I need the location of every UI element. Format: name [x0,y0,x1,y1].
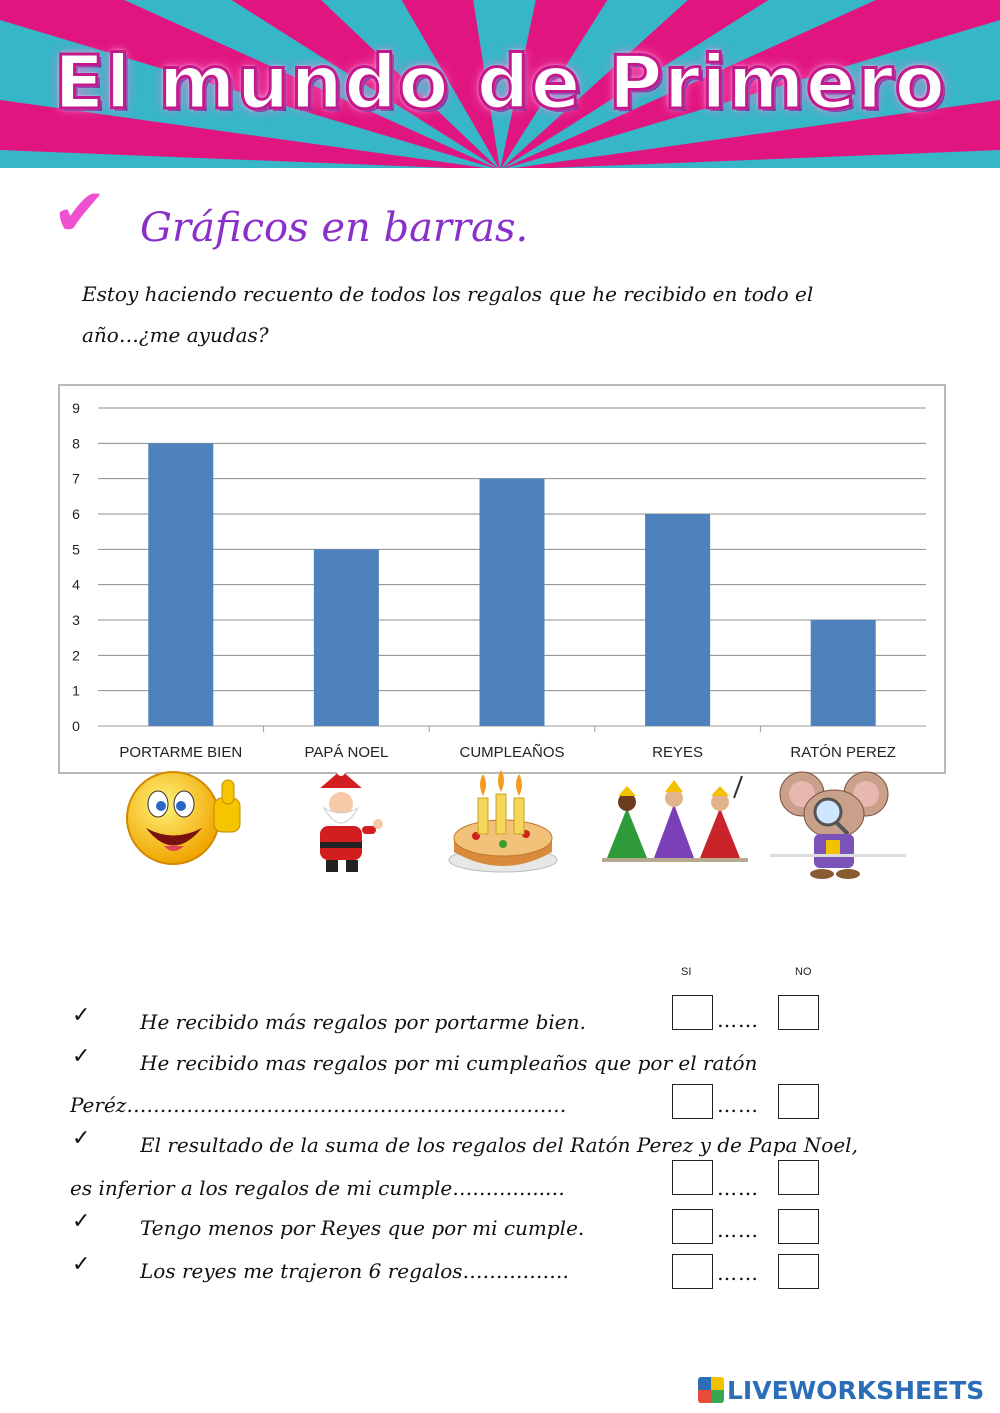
raton-perez-mouse-icon [770,768,910,886]
question-2-line-2: Peréz………………………………………………………… [70,1093,567,1117]
question-3-line-1: El resultado de la suma de los regalos del Ratón Perez y de Papa Noel, [140,1133,858,1157]
x-tick-label: RATÓN PEREZ [790,744,896,761]
y-tick-label: 7 [72,470,80,487]
bar [811,620,876,726]
question-2-si-checkbox[interactable] [672,1084,713,1119]
liveworksheets-logo-icon [698,1377,724,1403]
footer-brand [698,1376,984,1405]
question-4-si-checkbox[interactable] [672,1209,713,1244]
three-kings-icon [602,768,748,864]
question-2-no-checkbox[interactable] [778,1084,819,1119]
question-3-dots: …… [717,1176,759,1200]
section-title: Gráficos en barras. [140,205,529,251]
bar [480,479,545,726]
question-check-icon: ✓ [72,1252,91,1277]
x-tick-label: CUMPLEAÑOS [459,744,565,761]
question-4-dots: …… [717,1218,759,1242]
banner-title: El mundo de Primero [53,40,947,126]
question-5-no-checkbox[interactable] [778,1254,819,1289]
intro-line-2: año…¿me ayudas? [82,323,269,347]
y-tick-label: 5 [72,541,80,558]
question-1-text: He recibido más regalos por portarme bien. [140,1010,586,1034]
checkmark-icon: ✔ [52,174,108,251]
y-tick-label: 6 [72,506,80,522]
x-tick-label: REYES [652,744,704,761]
question-check-icon: ✓ [72,1209,91,1234]
y-tick-label: 8 [72,435,80,452]
y-tick-label: 9 [72,400,80,416]
y-tick-label: 1 [72,682,80,699]
question-check-icon: ✓ [72,1003,91,1028]
question-5-si-checkbox[interactable] [672,1254,713,1289]
question-3-si-checkbox[interactable] [672,1160,713,1195]
x-tick-label: PORTARME BIEN [119,744,243,761]
bar [645,514,710,726]
column-label-no: NO [795,966,812,978]
banner [0,0,1000,168]
question-1-no-checkbox[interactable] [778,995,819,1030]
y-tick-label: 4 [72,576,80,593]
question-1-dots: …… [717,1008,759,1032]
question-2-dots: …… [717,1093,759,1117]
footer-brand-text: LIVEWORKSHEETS [727,1376,985,1405]
y-tick-label: 3 [72,612,80,628]
intro-text [82,274,942,356]
santa-claus-icon [296,768,386,878]
bar-chart-svg [60,386,946,774]
birthday-cake-icon [446,768,561,878]
column-label-si: SI [681,966,692,978]
question-4-no-checkbox[interactable] [778,1209,819,1244]
question-2-line-1: He recibido mas regalos por mi cumpleaños que por el ratón [140,1051,758,1075]
question-3-no-checkbox[interactable] [778,1160,819,1195]
y-tick-label: 0 [72,718,80,734]
question-4-text: Tengo menos por Reyes que por mi cumple. [140,1216,585,1240]
smiley-thumbs-up-icon [118,768,248,868]
category-pictures [0,768,1000,888]
bar-chart [58,384,946,774]
intro-line-1: Estoy haciendo recuento de todos los regalos que he recibido en todo el [82,282,814,306]
question-5-dots: …… [717,1261,759,1285]
question-1-si-checkbox[interactable] [672,995,713,1030]
x-tick-label: PAPÁ NOEL [304,744,389,761]
y-tick-label: 2 [72,647,80,664]
question-check-icon: ✓ [72,1044,91,1069]
question-check-icon: ✓ [72,1126,91,1151]
question-5-text: Los reyes me trajeron 6 regalos……………. [140,1259,569,1283]
bar [314,549,379,726]
bar [148,443,213,726]
question-3-line-2: es inferior a los regalos de mi cumple…………..… [70,1176,565,1200]
